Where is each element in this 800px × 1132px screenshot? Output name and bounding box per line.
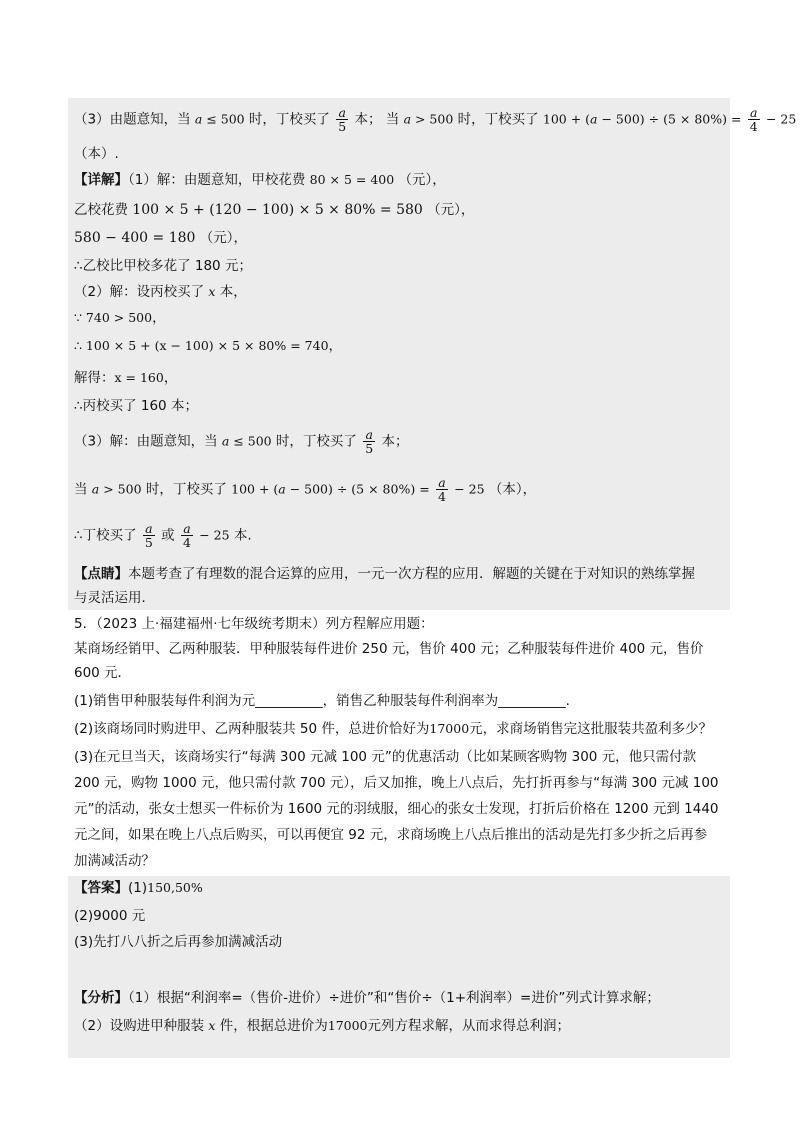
answer-block [68, 876, 730, 1058]
problem5-part3-line-4: 元之间，如果在晚上八点后购买，可以再便宜 92 元，求商场晚上八点后推出的活动是先打多少折之后再参 [74, 827, 708, 843]
detail-line-8: 解得：x = 160， [74, 370, 178, 386]
problem5-part1: (1)销售甲种服装每件利润为元__________，销售乙种服装每件利润率为__________. [74, 693, 570, 709]
answer-tag: 【答案】 [74, 880, 128, 896]
problem5-part2: (2)该商场同时购进甲、乙两种服装共 50 件，总进价恰好为17000元，求商场销售完这批服装共盈利多少？ [74, 721, 713, 737]
detail-line-5: （2）解：设丙校买了 x 本， [74, 284, 247, 300]
detail-tag: 【详解】 [74, 172, 128, 188]
detail-line-4: ∴乙校比甲校多花了 180 元； [74, 258, 252, 274]
detail-line-10: （3）解：由题意知，当 a ≤ 500 时，丁校买了 $\frac{a}{5}$ 本； [74, 427, 409, 456]
answer-line-2: (2)9000 元 [74, 908, 146, 924]
part3-unit-line: （本）. [74, 146, 119, 162]
problem5-line-3: 600 元． [74, 665, 132, 681]
detail-line-1: 【详解】（1）解：由题意知，甲校花费 80 × 5 = 400 （元）， [74, 172, 446, 188]
solution-block [68, 98, 797, 610]
problem5-line-2: 某商场经销甲、乙两种服装．甲种服装每件进价 250 元，售价 400 元；乙种服装每件进价 400 元，售价 [74, 641, 704, 657]
problem5-part3-line-2: 200 元，购物 1000 元，他只需付款 700 元），后又加推，晚上八点后，先打折再参与“每满 300 元减 100 [74, 775, 719, 791]
analysis-line-2: （2）设购进甲种服装 x 件，根据总进价为17000元列方程求解，从而求得总利润； [74, 1018, 571, 1034]
detail-line-12: ∴丁校买了 $\frac{a}{5}$ 或 $\frac{a}{4}$ − 25 本. [74, 521, 252, 550]
problem5-header: 5．（2023 上·福建福州·七年级统考期末）列方程解应用题： [74, 616, 434, 632]
detail-line-3: 580 − 400 = 180 （元）， [74, 230, 247, 246]
comment-tag: 【点睛】 [74, 566, 128, 582]
detail-line-2: 乙校花费 100 × 5 + (120 − 100) × 5 × 80% = 580 （元）， [74, 202, 475, 218]
part3-summary-line: （3）由题意知，当 a ≤ 500 时，丁校买了 $\frac{a}{5}$ 本； 当 a > 500 时，丁校买了 100 + (a − 500) ÷ (5 × 80%) = $\frac{a}{4}$ − 25 [74, 105, 797, 134]
fraction-a-over-4: $\frac{a}{4}$ [749, 105, 758, 134]
fraction-a-over-5: $\frac{a}{5}$ [338, 105, 347, 134]
answer-line-1: 【答案】(1)150,50% [74, 880, 203, 896]
problem5-part3-line-5: 加满减活动？ [74, 853, 155, 869]
detail-line-9: ∴丙校买了 160 本； [74, 398, 198, 414]
answer-line-3: (3)先打八八折之后再参加满减活动 [74, 934, 283, 950]
detail-line-6: ∵ 740 > 500， [74, 310, 166, 326]
comment-line-2: 与灵活运用． [74, 590, 155, 606]
detail-line-11: 当 a > 500 时，丁校买了 100 + (a − 500) ÷ (5 × 80%) = $\frac{a}{4}$ − 25 （本）， [74, 475, 537, 504]
analysis-line-1: 【分析】（1）根据“利润率=（售价-进价）÷进价”和“售价÷（1+利润率）=进价”列式计算求解； [74, 990, 660, 1006]
problem5-part3-line-3: 元”的活动，张女士想买一件标价为 1600 元的羽绒服，细心的张女士发现，打折后价格在 1200 元到 1440 [74, 801, 719, 817]
problem5-part3-line-1: (3)在元旦当天，该商场实行“每满 300 元减 100 元”的优惠活动（比如某顾客购物 300 元，他只需付款 [74, 749, 697, 765]
analysis-tag: 【分析】 [74, 990, 128, 1006]
condition-le-500: a ≤ 500 [194, 111, 245, 127]
formula-gt-500: 100 + (a − 500) ÷ (5 × 80%) = [542, 111, 742, 127]
condition-gt-500: a > 500 [403, 111, 454, 127]
detail-line-7: ∴ 100 × 5 + (x − 100) × 5 × 80% = 740， [74, 338, 343, 354]
comment-line-1: 【点睛】本题考查了有理数的混合运算的应用，一元一次方程的应用．解题的关键在于对知识的熟练掌握 [74, 566, 695, 582]
